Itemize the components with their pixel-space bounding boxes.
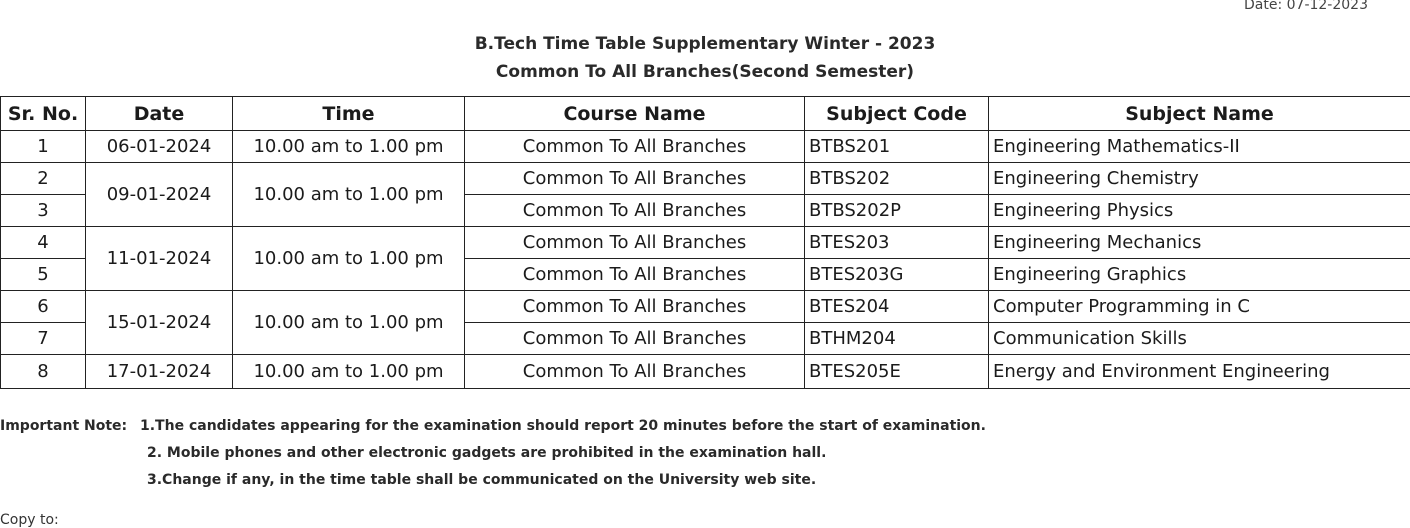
note-text: 1.The candidates appearing for the examination should report 20 minutes before the start of examination. [140,418,986,445]
sr-no-cell: 5 [1,259,86,291]
note-item [0,472,986,499]
course-name-cell: Common To All Branches [465,131,805,163]
subject-code-cell: BTES205E [805,355,989,389]
subject-name-cell: Engineering Mathematics-II [989,131,1410,163]
subject-name-cell: Engineering Physics [989,195,1410,227]
subject-code-cell: BTES204 [805,291,989,323]
column-header-date: Date [86,97,233,131]
table-row [1,131,1410,163]
date-cell: 06-01-2024 [86,131,233,163]
time-cell: 10.00 am to 1.00 pm [233,227,465,291]
subject-code-cell: BTBS201 [805,131,989,163]
table-row [1,355,1410,389]
sr-no-cell: 3 [1,195,86,227]
table-row [1,227,1410,259]
timetable-title: B.Tech Time Table Supplementary Winter - 2023 [0,34,1410,54]
table-header-row [1,97,1410,131]
sr-no-cell: 6 [1,291,86,323]
timetable-subtitle: Common To All Branches(Second Semester) [0,62,1410,82]
course-name-cell: Common To All Branches [465,323,805,355]
course-name-cell: Common To All Branches [465,355,805,389]
subject-code-cell: BTES203 [805,227,989,259]
date-cell: 15-01-2024 [86,291,233,355]
note-item [0,418,986,445]
subject-name-cell: Engineering Chemistry [989,163,1410,195]
important-notes [0,418,986,499]
note-item [0,445,986,472]
subject-name-cell: Engineering Graphics [989,259,1410,291]
table-row [1,291,1410,323]
subject-name-cell: Communication Skills [989,323,1410,355]
sr-no-cell: 8 [1,355,86,389]
subject-code-cell: BTBS202P [805,195,989,227]
column-header-time: Time [233,97,465,131]
column-header-sr-no: Sr. No. [1,97,86,131]
issue-date: Date: 07-12-2023 [1244,0,1368,13]
course-name-cell: Common To All Branches [465,259,805,291]
subject-name-cell: Energy and Environment Engineering [989,355,1410,389]
time-cell: 10.00 am to 1.00 pm [233,355,465,389]
column-header-course-name: Course Name [465,97,805,131]
notes-label: Important Note: [0,418,140,445]
time-cell: 10.00 am to 1.00 pm [233,163,465,227]
date-cell: 11-01-2024 [86,227,233,291]
note-text: 2. Mobile phones and other electronic gadgets are prohibited in the examination hall. [147,445,826,472]
note-text: 3.Change if any, in the time table shall be communicated on the University web site. [147,472,816,499]
subject-code-cell: BTES203G [805,259,989,291]
date-cell: 17-01-2024 [86,355,233,389]
time-cell: 10.00 am to 1.00 pm [233,291,465,355]
subject-code-cell: BTBS202 [805,163,989,195]
course-name-cell: Common To All Branches [465,163,805,195]
date-cell: 09-01-2024 [86,163,233,227]
subject-name-cell: Engineering Mechanics [989,227,1410,259]
column-header-subject-name: Subject Name [989,97,1410,131]
subject-code-cell: BTHM204 [805,323,989,355]
course-name-cell: Common To All Branches [465,195,805,227]
sr-no-cell: 1 [1,131,86,163]
time-cell: 10.00 am to 1.00 pm [233,131,465,163]
subject-name-cell: Computer Programming in C [989,291,1410,323]
course-name-cell: Common To All Branches [465,227,805,259]
column-header-subject-code: Subject Code [805,97,989,131]
timetable [0,96,1410,389]
sr-no-cell: 2 [1,163,86,195]
table-row [1,163,1410,195]
copy-to-label: Copy to: [0,512,59,528]
course-name-cell: Common To All Branches [465,291,805,323]
sr-no-cell: 4 [1,227,86,259]
sr-no-cell: 7 [1,323,86,355]
